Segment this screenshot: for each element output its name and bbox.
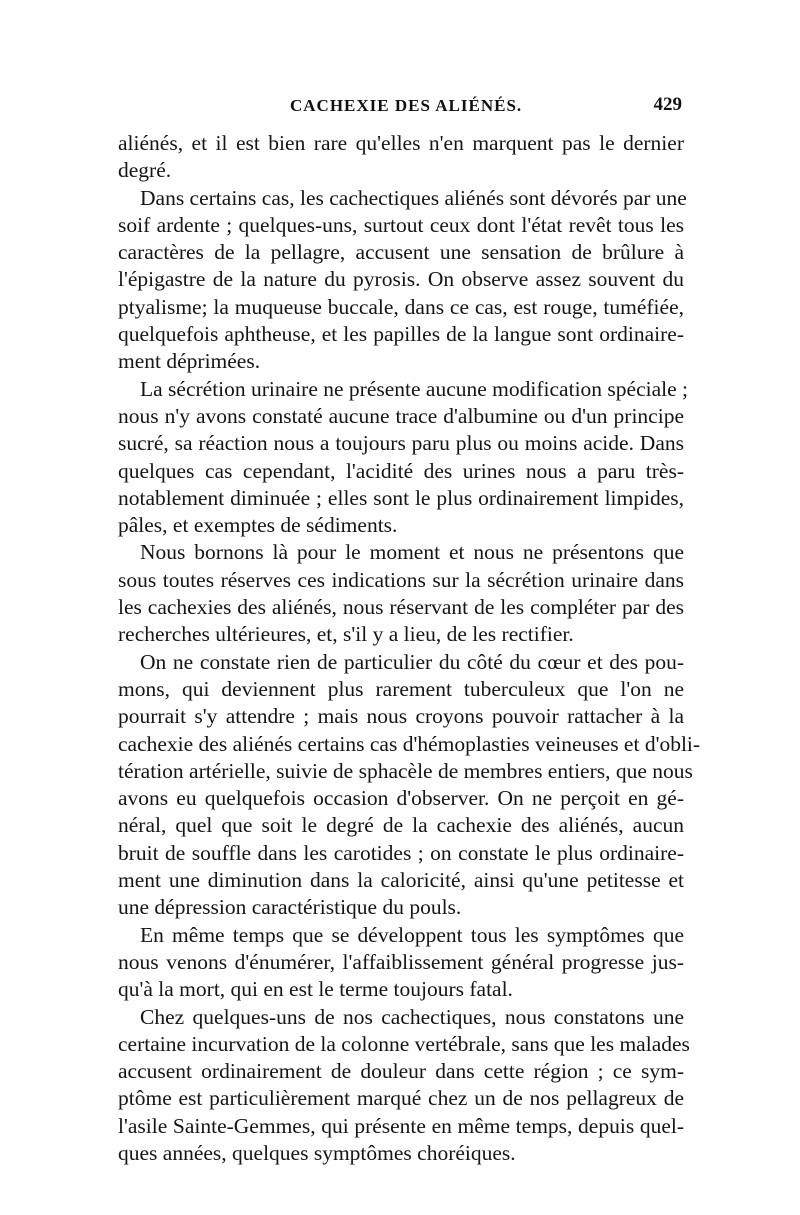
text-line: pâles, et exemptes de sédiments. xyxy=(118,513,398,538)
text-line: mons, qui deviennent plus rarement tuberculeux que l'on ne xyxy=(118,676,684,701)
running-title: CACHEXIE DES ALIÉNÉS. xyxy=(290,96,523,115)
text-line: Chez quelques-uns de nos cachectiques, nous constatons une xyxy=(140,1004,684,1029)
text-line: sous toutes réserves ces indications sur la sécrétion urinaire dans xyxy=(118,567,684,592)
text-line: quelquefois aphtheuse, et les papilles de la langue sont ordinaire- xyxy=(118,322,684,347)
text-line: bruit de souffle dans les carotides ; on constate le plus ordinaire- xyxy=(118,840,684,865)
text-line: ment déprimées. xyxy=(118,349,261,374)
text-line: nous venons d'énumérer, l'affaiblissement général progresse jus- xyxy=(118,949,684,974)
paragraph xyxy=(118,376,688,540)
body-text xyxy=(118,130,701,1167)
text-line: soif ardente ; quelques-uns, surtout ceux dont l'état revêt tous les xyxy=(118,212,684,237)
text-line: nous n'y avons constaté aucune trace d'albumine ou d'un principe xyxy=(118,403,684,428)
text-line: une dépression caractéristique du pouls. xyxy=(118,895,462,920)
text-line: La sécrétion urinaire ne présente aucune modification spéciale ; xyxy=(140,376,688,401)
text-line: les cachexies des aliénés, nous réservant de les compléter par des xyxy=(118,595,684,620)
page-number: 429 xyxy=(653,94,682,115)
text-line: sucré, sa réaction nous a toujours paru plus ou moins acide. Dans xyxy=(118,431,684,456)
text-line: l'asile Sainte-Gemmes, qui présente en même temps, depuis quel- xyxy=(118,1113,684,1138)
text-line: ptôme est particulièrement marqué chez un de nos pellagreux de xyxy=(118,1086,684,1111)
text-line: néral, quel que soit le degré de la cachexie des aliénés, aucun xyxy=(118,813,684,838)
text-line: ques années, quelques symptômes choréiques. xyxy=(118,1140,516,1165)
text-line: tération artérielle, suivie de sphacèle de membres entiers, que nous xyxy=(118,758,693,783)
page-header xyxy=(112,96,682,126)
text-line: On ne constate rien de particulier du côté du cœur et des pou- xyxy=(140,649,684,674)
text-line: Nous bornons là pour le moment et nous ne présentons que xyxy=(140,540,684,565)
paragraph xyxy=(118,130,684,185)
text-line: cachexie des aliénés certains cas d'hémoplasties veineuses et d'obli- xyxy=(118,731,701,756)
text-line: quelques cas cependant, l'acidité des urines nous a paru très- xyxy=(118,458,684,483)
text-line: certaine incurvation de la colonne vertébrale, sans que les malades xyxy=(118,1031,690,1056)
text-line: caractères de la pellagre, accusent une sensation de brûlure à xyxy=(118,240,684,265)
text-line: ptyalisme; la muqueuse buccale, dans ce cas, est rouge, tuméfiée, xyxy=(118,294,684,319)
text-line: qu'à la mort, qui en est le terme toujours fatal. xyxy=(118,977,513,1002)
text-line: accusent ordinairement de douleur dans cette région ; ce sym- xyxy=(118,1059,684,1084)
text-line: aliénés, et il est bien rare qu'elles n'en marquent pas le dernier xyxy=(118,131,684,155)
paragraph xyxy=(118,539,684,648)
text-line: ment une diminution dans la caloricité, ainsi qu'une petitesse et xyxy=(118,868,684,893)
text-line: pourrait s'y attendre ; mais nous croyons pouvoir rattacher à la xyxy=(118,704,684,729)
text-line: En même temps que se développent tous les symptômes que xyxy=(140,922,684,947)
paragraph xyxy=(118,185,687,376)
paragraph xyxy=(118,922,684,1004)
paragraph xyxy=(118,649,701,922)
text-line: notablement diminuée ; elles sont le plus ordinairement limpides, xyxy=(118,485,684,510)
text-line: Dans certains cas, les cachectiques aliénés sont dévorés par une xyxy=(140,185,687,210)
text-line: l'épigastre de la nature du pyrosis. On observe assez souvent du xyxy=(118,267,684,292)
paragraph xyxy=(118,1004,690,1168)
text-line: avons eu quelquefois occasion d'observer. On ne perçoit en gé- xyxy=(118,786,684,811)
text-line: degré. xyxy=(118,158,172,183)
text-line: recherches ultérieures, et, s'il y a lieu, de les rectifier. xyxy=(118,622,574,647)
